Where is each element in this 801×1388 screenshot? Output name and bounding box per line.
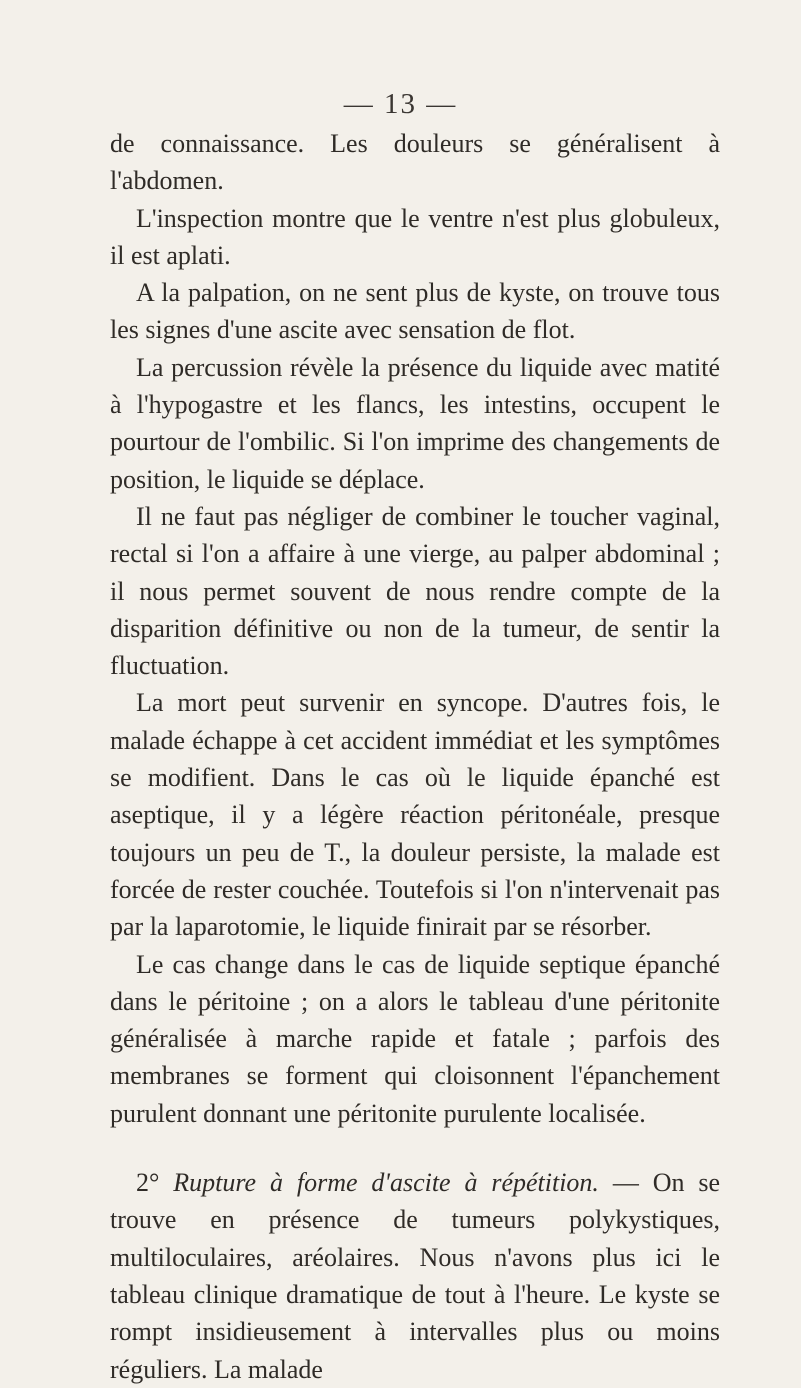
paragraph: Le cas change dans le cas de liquide septique épanché dans le péritoine ; on a alors le tableau d'une péritonite généralisée à marche rapide et fatale ; parfois des membranes se forment qui cloisonnent l'épanchement purulent donnant une péritonite purulente localisée. (110, 949, 720, 1128)
section-title: Rupture à forme d'ascite à répétition. (173, 1168, 599, 1198)
paragraph: La percussion révèle la présence du liquide avec matité à l'hypogastre et les flancs, les intestins, occupent le pourtour de l'ombilic. Si l'on imprime des changements de position, le liquide se déplace. (110, 352, 720, 494)
section-text: — On se trouve en présence de tumeurs polykystiques, multiloculaires, aréolaires. Nous n'avons plus ici le tableau clinique dramatique de tout à l'heure. Le kyste se rompt insidieusement à intervalles plus ou moins réguliers. La malade (110, 1168, 721, 1384)
paragraph: La mort peut survenir en syncope. D'autres fois, le malade échappe à cet accident immédiat et les symptômes se modifient. Dans le cas où le liquide épanché est aseptique, il y a légère réaction péritonéale, presque toujours un peu de T., la douleur persiste, la malade est forcée de rester couchée. Toutefois si l'on n'intervenait pas par la laparotomie, le liquide finirait par se résorber. (110, 688, 720, 942)
page-number: — 13 — (343, 88, 458, 120)
paragraph: A la palpation, on ne sent plus de kyste, on trouve tous les signes d'une ascite avec sensation de flot. (110, 278, 720, 345)
paragraph: de connaissance. Les douleurs se généralisent à l'abdomen. (110, 129, 720, 196)
paragraph: L'inspection montre que le ventre n'est plus globuleux, il est aplati. (110, 203, 720, 270)
paragraph: Il ne faut pas négliger de combiner le toucher vaginal, rectal si l'on a affaire à une vierge, au palper abdominal ; il nous permet souvent de nous rendre compte de la disparition définitive ou non de la tumeur, de sentir la fluctuation. (110, 501, 720, 681)
section-number: 2° (136, 1168, 160, 1198)
body-text (110, 125, 720, 1388)
section-paragraph (110, 1164, 720, 1388)
